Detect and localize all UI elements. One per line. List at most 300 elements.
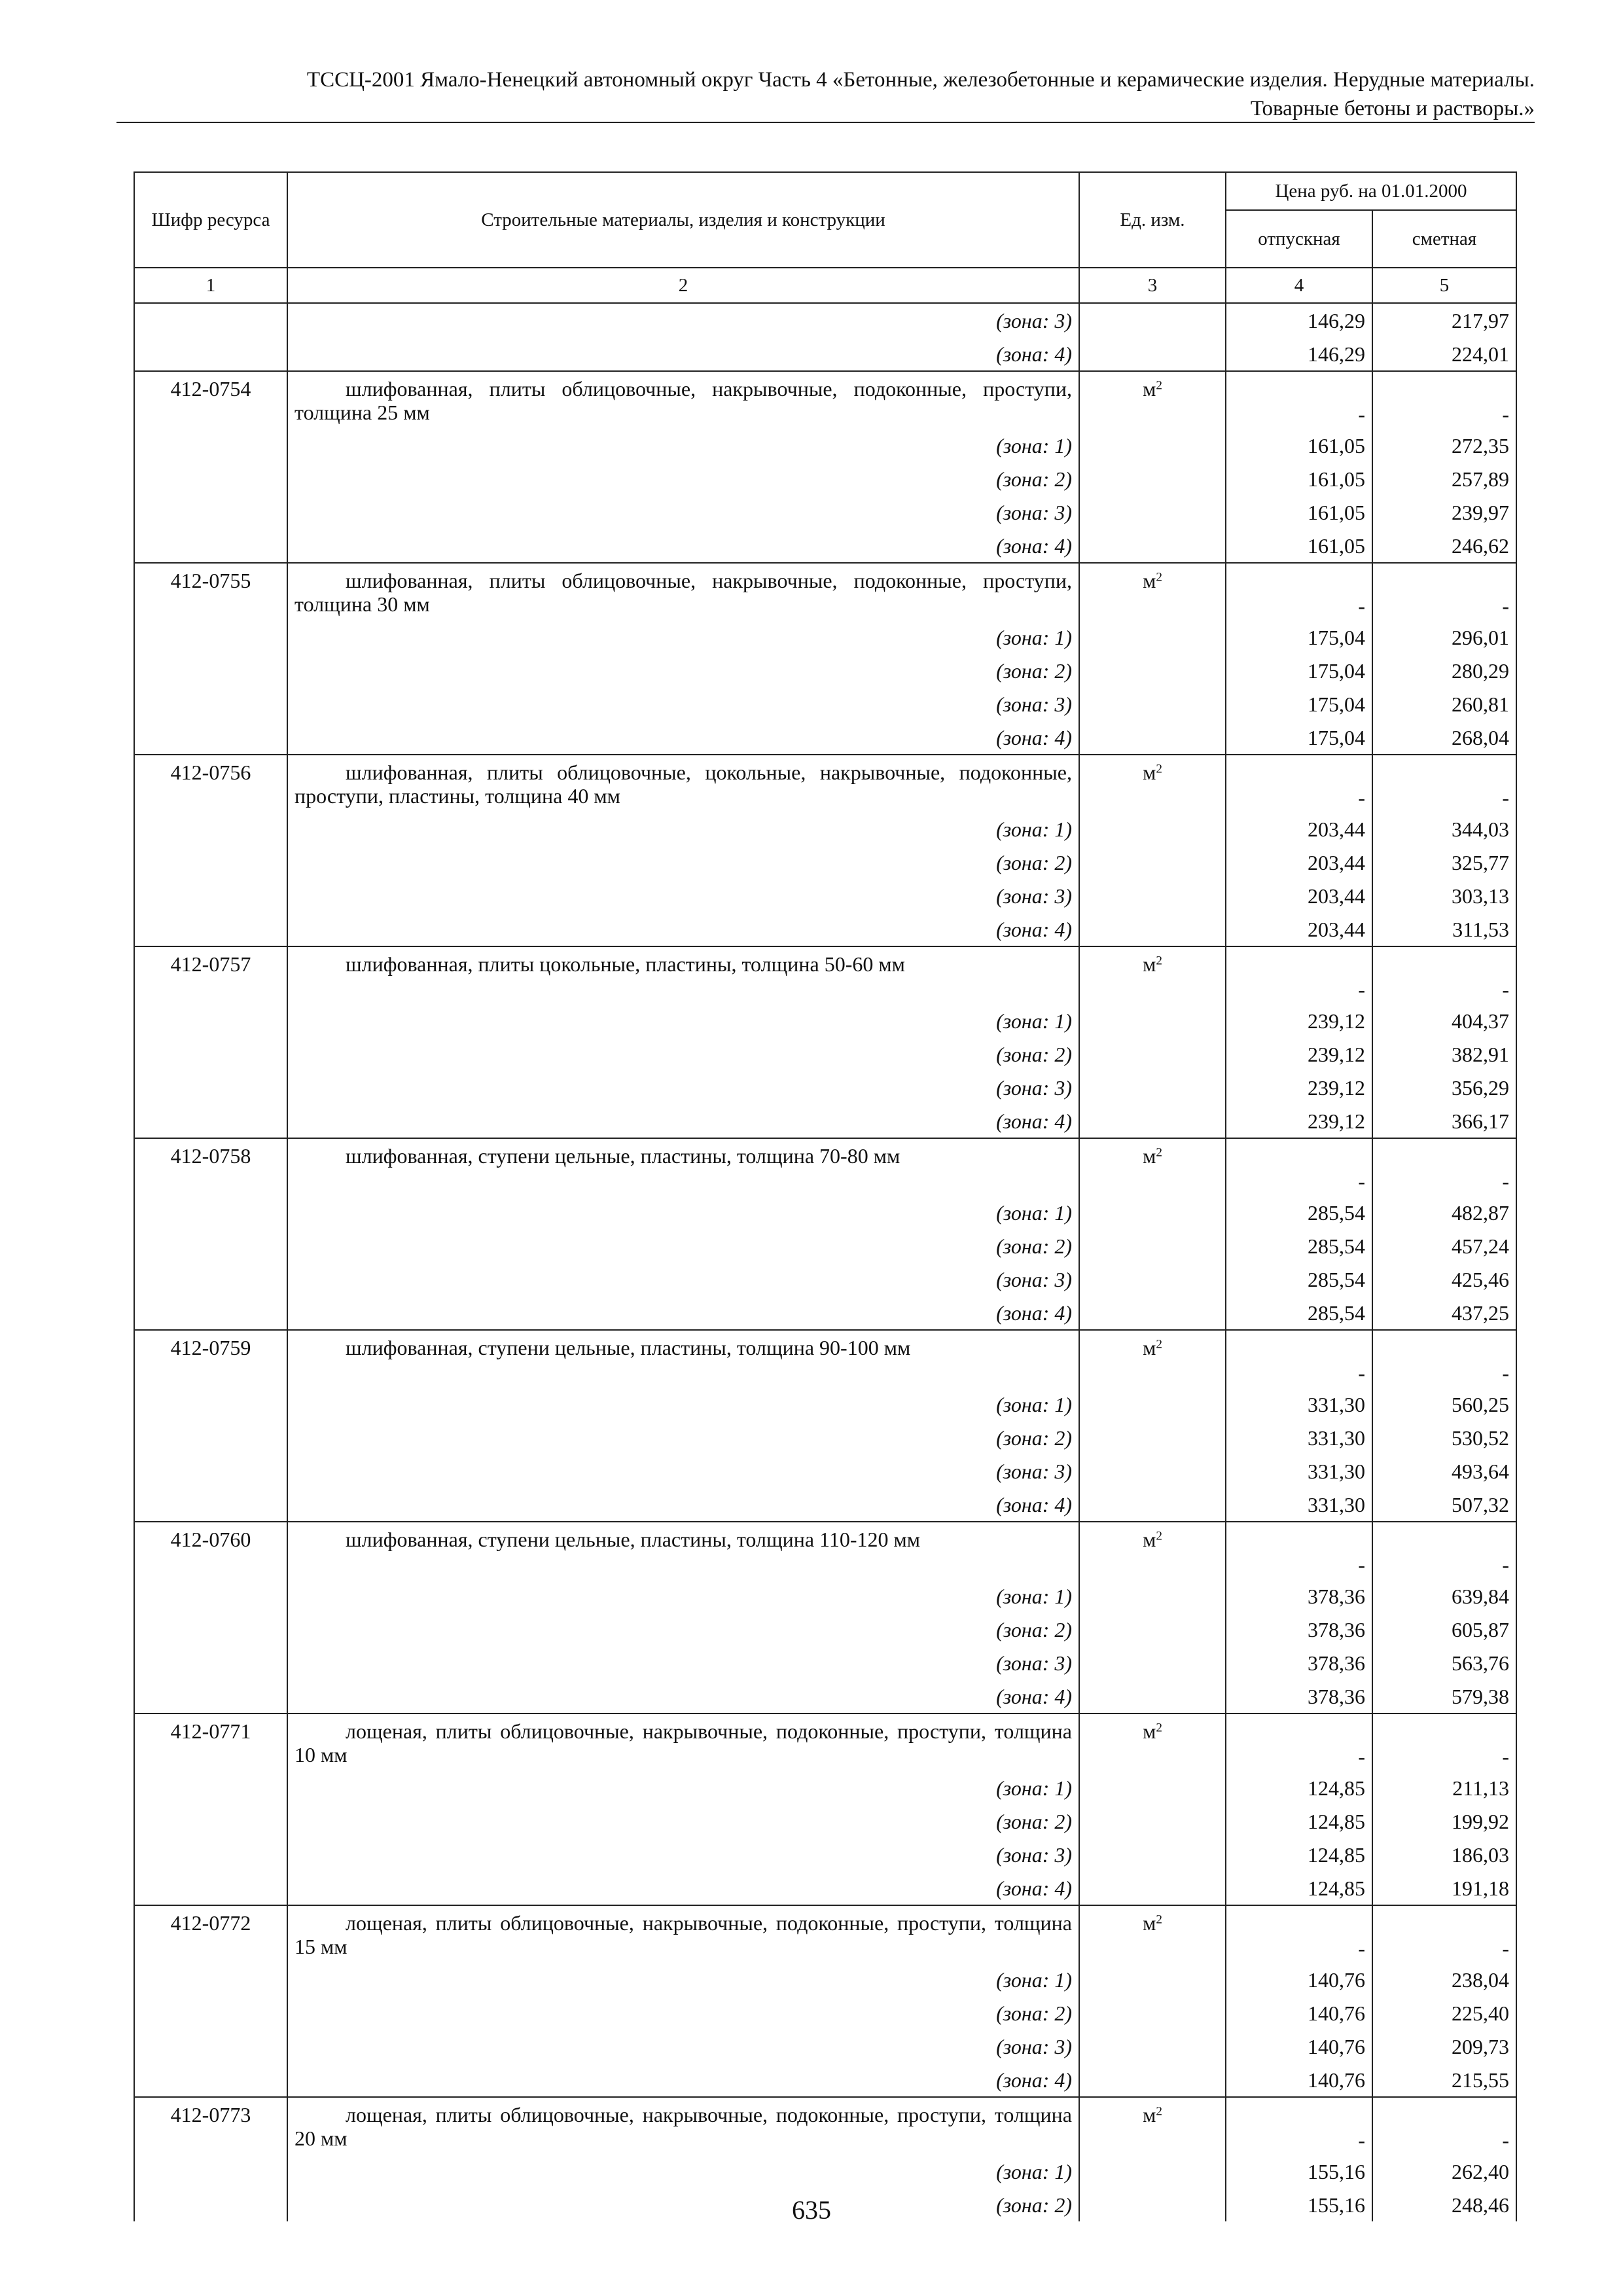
release-price: 124,85 [1226,1838,1372,1871]
release-price: - [1226,563,1372,620]
unit-exponent: 2 [1156,1529,1162,1543]
resource-description: шлифованная, ступени цельные, пластины, толщина 90-100 мм [287,1330,1079,1388]
unit-cell-empty [1079,1871,1226,1905]
code-cell-empty [134,429,287,462]
release-price: 331,30 [1226,1388,1372,1421]
zone-row [134,879,1516,912]
unit-cell [1079,1138,1226,1196]
estimate-price: - [1372,1330,1516,1388]
estimate-price: 211,13 [1372,1771,1516,1804]
code-cell-empty [134,812,287,846]
header-line-1: ТССЦ-2001 Ямало-Ненецкий автономный округ Часть 4 «Бетонные, железобетонные и керамические изделия. Нерудные материалы. [306,68,1535,92]
unit-cell-empty [1079,1579,1226,1613]
estimate-price: 425,46 [1372,1263,1516,1296]
unit-text: м [1143,377,1156,401]
estimate-price: - [1372,1713,1516,1771]
unit-text: м [1143,1144,1156,1168]
unit-cell-empty [1079,654,1226,687]
unit-cell-empty [1079,846,1226,879]
zone-row [134,2155,1516,2188]
unit-cell-empty [1079,1804,1226,1838]
release-price: 155,16 [1226,2155,1372,2188]
estimate-price: - [1372,1905,1516,1963]
unit-cell-empty [1079,1263,1226,1296]
col-header-name: Строительные материалы, изделия и конструкции [287,172,1079,268]
release-price: 239,12 [1226,1004,1372,1037]
zone-label: (зона: 4) [287,1488,1079,1522]
zone-label: (зона: 2) [287,654,1079,687]
unit-cell-empty [1079,1646,1226,1679]
code-cell-empty [134,654,287,687]
release-price: 175,04 [1226,620,1372,654]
zone-row [134,846,1516,879]
zone-label: (зона: 3) [287,879,1079,912]
resource-row [134,1905,1516,1963]
release-price: 140,76 [1226,1963,1372,1996]
estimate-price: 404,37 [1372,1004,1516,1037]
release-price: 378,36 [1226,1679,1372,1713]
unit-cell [1079,755,1226,812]
code-cell-empty [134,1388,287,1421]
estimate-price: 248,46 [1372,2188,1516,2221]
release-price: 140,76 [1226,2063,1372,2097]
zone-label: (зона: 2) [287,1229,1079,1263]
resource-description: лощеная, плиты облицовочные, накрывочные, подоконные, проступи, толщина 20 мм [287,2097,1079,2155]
zone-row [134,1196,1516,1229]
zone-label: (зона: 1) [287,1004,1079,1037]
estimate-price: 639,84 [1372,1579,1516,1613]
estimate-price: 186,03 [1372,1838,1516,1871]
code-cell-empty [134,462,287,495]
zone-label: (зона: 4) [287,1104,1079,1138]
col-header-code: Шифр ресурса [134,172,287,268]
zone-label: (зона: 1) [287,1771,1079,1804]
zone-row [134,1679,1516,1713]
unit-exponent: 2 [1156,954,1162,968]
estimate-price: 382,91 [1372,1037,1516,1071]
zone-row [134,721,1516,755]
release-price: 124,85 [1226,1804,1372,1838]
code-cell-empty [134,1871,287,1905]
estimate-price: 437,25 [1372,1296,1516,1330]
estimate-price: 356,29 [1372,1071,1516,1104]
release-price: 331,30 [1226,1421,1372,1454]
release-price: 161,05 [1226,462,1372,495]
code-cell-empty [134,1996,287,2030]
release-price: 203,44 [1226,812,1372,846]
unit-cell-empty [1079,1488,1226,1522]
estimate-price: 530,52 [1372,1421,1516,1454]
page-number: 635 [792,2195,831,2225]
zone-label: (зона: 2) [287,1996,1079,2030]
code-cell-empty [134,1646,287,1679]
estimate-price: 246,62 [1372,529,1516,563]
resource-row [134,1522,1516,1579]
running-header [116,65,1535,123]
code-cell-empty [134,529,287,563]
resource-code: 412-0755 [134,563,287,620]
unit-cell-empty [1079,1296,1226,1330]
release-price: 203,44 [1226,846,1372,879]
release-price: 175,04 [1226,721,1372,755]
zone-label: (зона: 1) [287,1963,1079,1996]
code-cell-empty [134,1804,287,1838]
estimate-price: 238,04 [1372,1963,1516,1996]
release-price: 239,12 [1226,1104,1372,1138]
unit-cell [1079,1330,1226,1388]
zone-row [134,1963,1516,1996]
estimate-price: 215,55 [1372,2063,1516,2097]
estimate-price: 507,32 [1372,1488,1516,1522]
resource-description: шлифованная, плиты облицовочные, цокольные, накрывочные, подоконные, проступи, пластины, толщина 40 мм [287,755,1079,812]
zone-label: (зона: 4) [287,2063,1079,2097]
unit-text: м [1143,1719,1156,1743]
resource-description: шлифованная, плиты облицовочные, накрывочные, подоконные, проступи, толщина 30 мм [287,563,1079,620]
resource-row [134,563,1516,620]
release-price: 140,76 [1226,1996,1372,2030]
col-number: 5 [1372,268,1516,303]
estimate-price: - [1372,2097,1516,2155]
estimate-price: 325,77 [1372,846,1516,879]
col-number: 2 [287,268,1079,303]
code-cell-empty [134,687,287,721]
estimate-price: - [1372,946,1516,1004]
code-cell-empty [134,1071,287,1104]
code-cell-empty [134,1296,287,1330]
zone-row [134,1229,1516,1263]
zone-label: (зона: 4) [287,912,1079,946]
estimate-price: 579,38 [1372,1679,1516,1713]
release-price: - [1226,1905,1372,1963]
resource-row [134,946,1516,1004]
estimate-price: 257,89 [1372,462,1516,495]
unit-exponent: 2 [1156,1145,1162,1160]
zone-row [134,495,1516,529]
zone-label: (зона: 1) [287,429,1079,462]
release-price: 175,04 [1226,687,1372,721]
zone-row [134,654,1516,687]
unit-cell-empty [1079,1679,1226,1713]
zone-label: (зона: 3) [287,1838,1079,1871]
zone-label: (зона: 4) [287,1296,1079,1330]
code-cell-empty [134,337,287,371]
release-price: 285,54 [1226,1229,1372,1263]
estimate-price: - [1372,563,1516,620]
estimate-price: 366,17 [1372,1104,1516,1138]
code-cell-empty [134,1838,287,1871]
release-price: - [1226,371,1372,429]
zone-row [134,462,1516,495]
unit-cell-empty [1079,1421,1226,1454]
unit-exponent: 2 [1156,1721,1162,1735]
unit-text: м [1143,569,1156,592]
resource-code: 412-0772 [134,1905,287,1963]
code-cell-empty [134,495,287,529]
resource-description: лощеная, плиты облицовочные, накрывочные, подоконные, проступи, толщина 10 мм [287,1713,1079,1771]
code-cell-empty [134,1963,287,1996]
release-price: 378,36 [1226,1646,1372,1679]
estimate-price: 457,24 [1372,1229,1516,1263]
unit-cell [1079,563,1226,620]
zone-label: (зона: 1) [287,1196,1079,1229]
unit-cell-empty [1079,1229,1226,1263]
release-price: 203,44 [1226,912,1372,946]
unit-cell-empty [1079,687,1226,721]
estimate-price: 482,87 [1372,1196,1516,1229]
unit-cell-empty [1079,495,1226,529]
zone-row [134,1037,1516,1071]
unit-exponent: 2 [1156,1912,1162,1927]
release-price: - [1226,1330,1372,1388]
zone-label: (зона: 4) [287,1871,1079,1905]
resource-code: 412-0754 [134,371,287,429]
col-number: 3 [1079,268,1226,303]
zone-row [134,1613,1516,1646]
unit-text: м [1143,1911,1156,1935]
zone-label: (зона: 4) [287,337,1079,371]
code-cell-empty [134,879,287,912]
zone-label: (зона: 1) [287,620,1079,654]
estimate-price: 605,87 [1372,1613,1516,1646]
release-price: - [1226,1522,1372,1579]
estimate-price: 280,29 [1372,654,1516,687]
table-header [134,172,1516,303]
unit-cell [1079,1522,1226,1579]
zone-row [134,812,1516,846]
zone-row [134,529,1516,563]
code-cell-empty [134,1679,287,1713]
unit-text: м [1143,761,1156,784]
unit-cell-empty [1079,1838,1226,1871]
code-cell-empty [134,1037,287,1071]
zone-label: (зона: 4) [287,529,1079,563]
estimate-price: 272,35 [1372,429,1516,462]
release-price: 239,12 [1226,1037,1372,1071]
zone-label: (зона: 3) [287,687,1079,721]
resource-code: 412-0773 [134,2097,287,2155]
resource-code: 412-0757 [134,946,287,1004]
zone-row [134,2063,1516,2097]
zone-row [134,687,1516,721]
resource-row [134,371,1516,429]
zone-label: (зона: 1) [287,1579,1079,1613]
zone-row [134,1296,1516,1330]
release-price: 331,30 [1226,1488,1372,1522]
release-price: 285,54 [1226,1263,1372,1296]
release-price: - [1226,946,1372,1004]
code-cell-empty [134,1579,287,1613]
unit-cell-empty [1079,303,1226,337]
resource-description: шлифованная, ступени цельные, пластины, толщина 110-120 мм [287,1522,1079,1579]
estimate-price: 563,76 [1372,1646,1516,1679]
zone-row [134,1421,1516,1454]
estimate-price: - [1372,1522,1516,1579]
zone-row [134,1804,1516,1838]
estimate-price: 268,04 [1372,721,1516,755]
code-cell-empty [134,1421,287,1454]
release-price: 155,16 [1226,2188,1372,2221]
code-cell-empty [134,721,287,755]
release-price: 124,85 [1226,1771,1372,1804]
release-price: - [1226,1713,1372,1771]
code-cell-empty [134,2155,287,2188]
resource-code: 412-0771 [134,1713,287,1771]
resource-code: 412-0760 [134,1522,287,1579]
estimate-price: 224,01 [1372,337,1516,371]
release-price: 140,76 [1226,2030,1372,2063]
unit-cell-empty [1079,1771,1226,1804]
unit-cell-empty [1079,1963,1226,1996]
resource-row [134,1713,1516,1771]
zone-row [134,912,1516,946]
code-cell-empty [134,303,287,337]
unit-cell [1079,371,1226,429]
header-line-2: Товарные бетоны и растворы.» [1250,97,1535,120]
unit-cell-empty [1079,620,1226,654]
resource-row [134,2097,1516,2155]
zone-row [134,337,1516,371]
zone-label: (зона: 4) [287,721,1079,755]
zone-row [134,1646,1516,1679]
unit-cell-empty [1079,1004,1226,1037]
price-table [134,171,1517,2221]
resource-row [134,1330,1516,1388]
code-cell-empty [134,1488,287,1522]
release-price: 146,29 [1226,337,1372,371]
zone-row [134,303,1516,337]
code-cell-empty [134,1229,287,1263]
unit-cell-empty [1079,529,1226,563]
col-number: 1 [134,268,287,303]
code-cell-empty [134,620,287,654]
unit-text: м [1143,952,1156,976]
zone-label: (зона: 1) [287,1388,1079,1421]
release-price: 203,44 [1226,879,1372,912]
zone-row [134,1104,1516,1138]
zone-row [134,1771,1516,1804]
release-price: - [1226,755,1372,812]
unit-text: м [1143,2103,1156,2126]
resource-code: 412-0758 [134,1138,287,1196]
unit-cell-empty [1079,429,1226,462]
col-header-release: отпускная [1226,210,1372,268]
code-cell-empty [134,2063,287,2097]
unit-cell-empty [1079,462,1226,495]
zone-label: (зона: 3) [287,1454,1079,1488]
col-header-estimate: сметная [1372,210,1516,268]
unit-cell [1079,1713,1226,1771]
zone-label: (зона: 2) [287,846,1079,879]
unit-cell [1079,1905,1226,1963]
code-cell-empty [134,1771,287,1804]
zone-label: (зона: 3) [287,1071,1079,1104]
unit-cell [1079,2097,1226,2155]
resource-description: шлифованная, плиты цокольные, пластины, толщина 50-60 мм [287,946,1079,1004]
estimate-price: 262,40 [1372,2155,1516,2188]
unit-cell-empty [1079,1388,1226,1421]
release-price: 239,12 [1226,1071,1372,1104]
zone-label: (зона: 2) [287,462,1079,495]
estimate-price: 303,13 [1372,879,1516,912]
col-number: 4 [1226,268,1372,303]
zone-label: (зона: 2) [287,1421,1079,1454]
resource-row [134,755,1516,812]
zone-row [134,1071,1516,1104]
unit-cell-empty [1079,721,1226,755]
zone-row [134,1838,1516,1871]
zone-label: (зона: 3) [287,2030,1079,2063]
release-price: 161,05 [1226,529,1372,563]
estimate-price: 311,53 [1372,912,1516,946]
unit-cell-empty [1079,1196,1226,1229]
unit-cell-empty [1079,1613,1226,1646]
zone-row [134,1996,1516,2030]
code-cell-empty [134,1454,287,1488]
resource-description: шлифованная, плиты облицовочные, накрывочные, подоконные, проступи, толщина 25 мм [287,371,1079,429]
code-cell-empty [134,1613,287,1646]
code-cell-empty [134,1004,287,1037]
unit-exponent: 2 [1156,378,1162,393]
zone-label: (зона: 3) [287,1646,1079,1679]
zone-row [134,1488,1516,1522]
estimate-price: - [1372,755,1516,812]
zone-row [134,1263,1516,1296]
zone-label: (зона: 3) [287,495,1079,529]
code-cell-empty [134,912,287,946]
release-price: 331,30 [1226,1454,1372,1488]
code-cell-empty [134,846,287,879]
col-header-price: Цена руб. на 01.01.2000 [1226,172,1516,210]
zone-row [134,429,1516,462]
estimate-price: 260,81 [1372,687,1516,721]
release-price: 378,36 [1226,1579,1372,1613]
unit-text: м [1143,1528,1156,1551]
zone-label: (зона: 1) [287,812,1079,846]
unit-text: м [1143,1336,1156,1359]
estimate-price: 199,92 [1372,1804,1516,1838]
release-price: 175,04 [1226,654,1372,687]
zone-label: (зона: 3) [287,1263,1079,1296]
estimate-price: 209,73 [1372,2030,1516,2063]
header-rule [116,122,1535,123]
estimate-price: 225,40 [1372,1996,1516,2030]
unit-cell-empty [1079,1454,1226,1488]
unit-exponent: 2 [1156,570,1162,584]
code-cell-empty [134,1104,287,1138]
unit-exponent: 2 [1156,762,1162,776]
table-body [134,303,1516,2221]
zone-row [134,620,1516,654]
resource-row [134,1138,1516,1196]
estimate-price: - [1372,371,1516,429]
estimate-price: - [1372,1138,1516,1196]
zone-row [134,1004,1516,1037]
release-price: 285,54 [1226,1296,1372,1330]
release-price: 161,05 [1226,495,1372,529]
release-price: 161,05 [1226,429,1372,462]
estimate-price: 191,18 [1372,1871,1516,1905]
release-price: - [1226,2097,1372,2155]
unit-cell-empty [1079,1071,1226,1104]
zone-label: (зона: 1) [287,2155,1079,2188]
release-price: 146,29 [1226,303,1372,337]
unit-cell-empty [1079,2063,1226,2097]
unit-exponent: 2 [1156,2104,1162,2119]
release-price: 285,54 [1226,1196,1372,1229]
zone-label: (зона: 4) [287,1679,1079,1713]
unit-cell-empty [1079,879,1226,912]
unit-cell-empty [1079,1996,1226,2030]
